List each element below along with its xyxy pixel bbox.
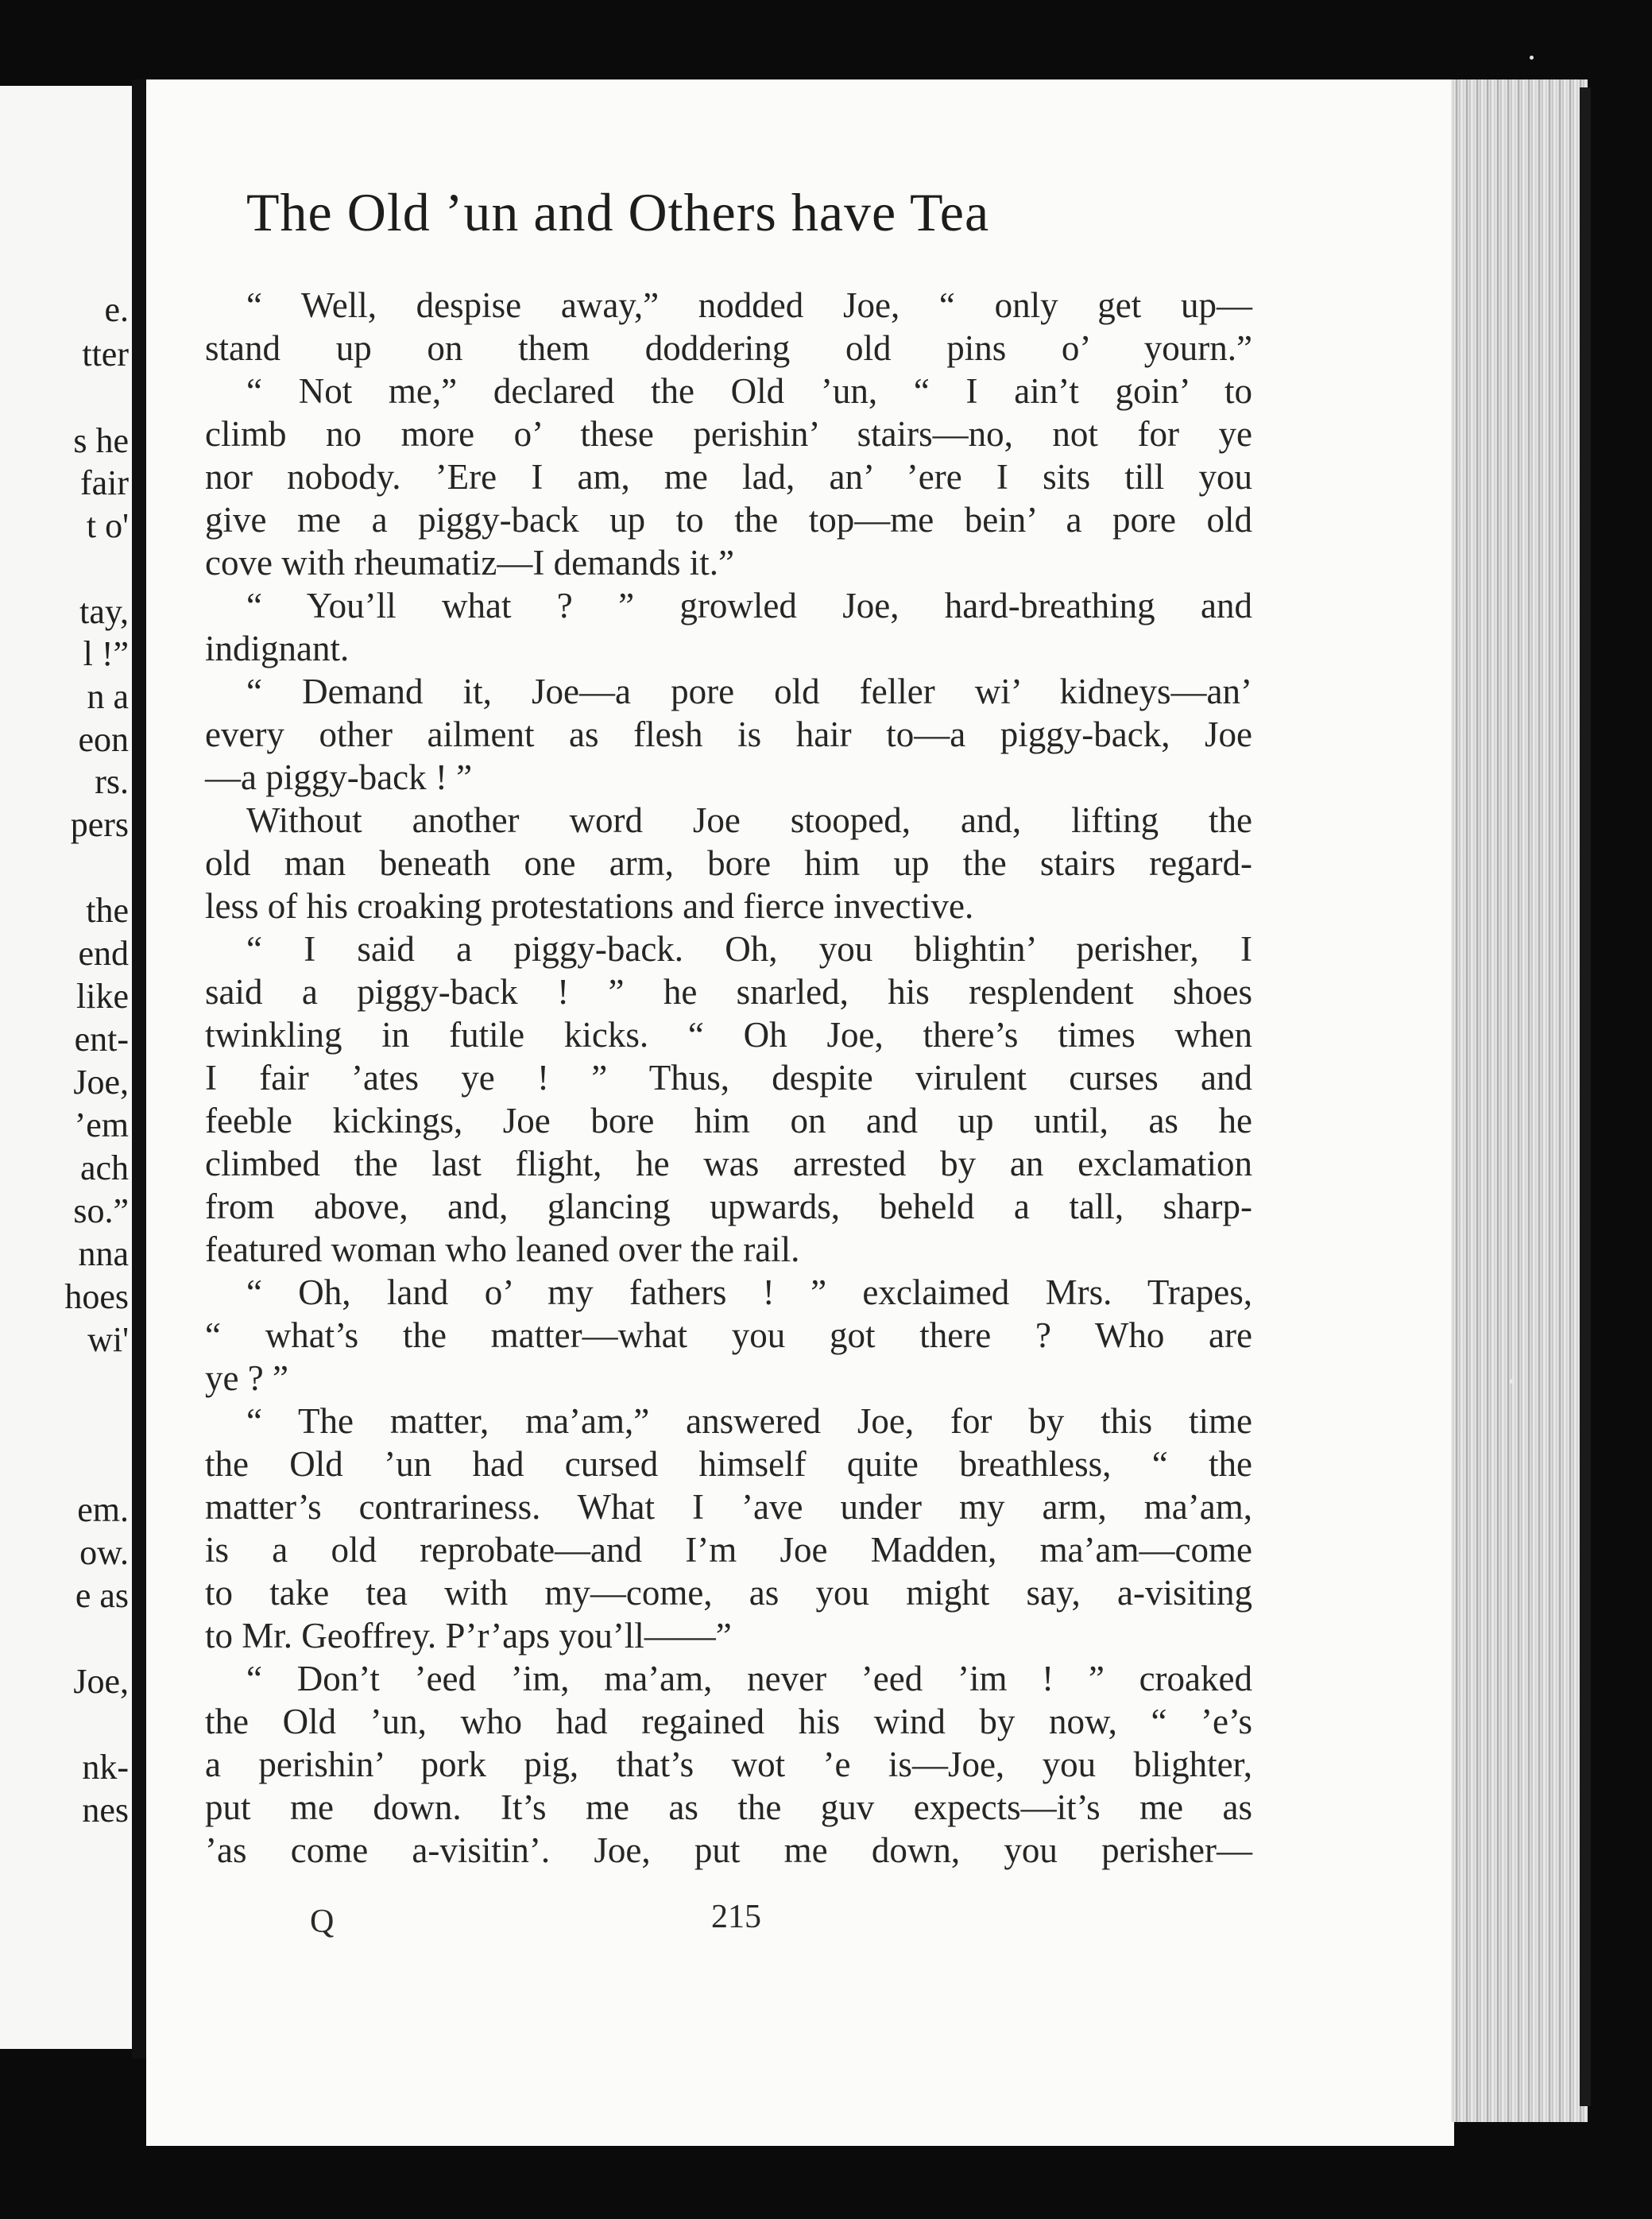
text-line: the Old ’un had cursed himself quite breathless, “ the: [205, 1444, 1252, 1484]
text-line: said a piggy-back ! ” he snarled, his resplendent shoes: [205, 972, 1252, 1012]
left-page-fragment: ent-: [74, 1020, 129, 1059]
left-page-fragment: e.: [104, 290, 129, 329]
book-gutter: [132, 79, 146, 2058]
text-line: nor nobody. ’Ere I am, me lad, an’ ’ere I sits till you: [205, 457, 1252, 497]
text-line: less of his croaking protestations and fierce invective.: [205, 886, 974, 926]
text-line: —a piggy-back ! ”: [205, 757, 473, 797]
edge-shadow: [1580, 87, 1591, 2106]
left-page-fragment: end: [78, 934, 129, 973]
text-line: matter’s contrariness. What I ’ave under my arm, ma’am,: [205, 1487, 1252, 1527]
text-line: stand up on them doddering old pins o’ yourn.”: [205, 328, 1252, 368]
left-page-fragment: wi': [87, 1320, 129, 1359]
left-page-fragment: like: [76, 977, 129, 1016]
dust-speck: [1510, 1379, 1515, 1384]
text-line: “ Demand it, Joe—a pore old feller wi’ kidneys—an’: [246, 672, 1252, 711]
chapter-running-title: The Old ’un and Others have Tea: [246, 182, 990, 242]
page-edges: [1451, 79, 1588, 2122]
left-page-fragment: the: [86, 891, 129, 930]
left-page-fragment: nes: [82, 1791, 129, 1830]
text-line: feeble kickings, Joe bore him on and up until, as he: [205, 1101, 1252, 1140]
text-line: ye ? ”: [205, 1358, 288, 1398]
page-number: 215: [711, 1899, 761, 1935]
left-page-fragment: fair: [79, 463, 129, 502]
text-line: I fair ’ates ye ! ” Thus, despite virulent curses and: [205, 1058, 1252, 1098]
left-page: [0, 86, 137, 2049]
text-line: indignant.: [205, 629, 350, 668]
left-page-fragment: Joe,: [73, 1662, 129, 1701]
text-line: is a old reprobate—and I’m Joe Madden, ma’am—come: [205, 1530, 1252, 1570]
text-line: the Old ’un, who had regained his wind by now, “ ’e’s: [205, 1702, 1252, 1741]
signature-mark: Q: [310, 1903, 335, 1940]
text-line: cove with rheumatiz—I demands it.”: [205, 543, 735, 583]
text-line: old man beneath one arm, bore him up the stairs regard-: [205, 843, 1252, 883]
left-page-fragment: rs.: [95, 762, 129, 801]
left-page-fragment: em.: [77, 1490, 129, 1529]
text-line: from above, and, glancing upwards, beheld a tall, sharp-: [205, 1187, 1252, 1226]
left-page-fragment: eon: [78, 720, 129, 759]
left-page-fragment: l !”: [83, 634, 129, 673]
text-line: “ You’ll what ? ” growled Joe, hard-breathing and: [246, 586, 1252, 625]
left-page-fragment: e as: [75, 1576, 129, 1615]
left-page-fragment: tay,: [79, 592, 129, 631]
text-line: to Mr. Geoffrey. P’r’aps you’ll——”: [205, 1616, 732, 1656]
left-page-fragment: so.”: [73, 1191, 129, 1230]
left-page-fragment: Joe,: [73, 1063, 129, 1102]
dust-speck: [1530, 56, 1534, 60]
left-page-fragment: nna: [78, 1234, 129, 1273]
text-line: Without another word Joe stooped, and, lifting the: [246, 800, 1252, 840]
text-line: featured woman who leaned over the rail.: [205, 1230, 800, 1269]
text-line: give me a piggy-back up to the top—me bein’ a pore old: [205, 500, 1252, 540]
text-line: “ Oh, land o’ my fathers ! ” exclaimed Mrs. Trapes,: [246, 1272, 1252, 1312]
text-line: “ Not me,” declared the Old ’un, “ I ain’t goin’ to: [246, 371, 1252, 411]
text-line: put me down. It’s me as the guv expects—it’s me as: [205, 1787, 1252, 1827]
left-page-fragment: ’em: [74, 1106, 129, 1144]
text-line: a perishin’ pork pig, that’s wot ’e is—Joe, you blighter,: [205, 1745, 1252, 1784]
left-page-fragment: n a: [87, 677, 129, 716]
text-line: every other ailment as flesh is hair to—a piggy-back, Joe: [205, 714, 1252, 754]
text-line: “ The matter, ma’am,” answered Joe, for by this time: [246, 1401, 1252, 1441]
text-line: twinkling in futile kicks. “ Oh Joe, there’s times when: [205, 1015, 1252, 1055]
left-page-fragment: pers: [70, 805, 129, 844]
text-line: ’as come a-visitin’. Joe, put me down, you perisher—: [205, 1830, 1252, 1870]
left-page-fragment: t o': [86, 506, 129, 545]
text-line: “ I said a piggy-back. Oh, you blightin’ perisher, I: [246, 929, 1252, 969]
left-page-fragment: tter: [82, 335, 129, 374]
text-line: climb no more o’ these perishin’ stairs—no, not for ye: [205, 414, 1252, 454]
left-page-fragment: ow.: [79, 1533, 129, 1572]
left-page-fragment: hoes: [64, 1277, 129, 1316]
left-page-fragment: s he: [73, 421, 129, 460]
text-line: to take tea with my—come, as you might say, a-visiting: [205, 1573, 1252, 1613]
left-page-fragment: ach: [79, 1148, 129, 1187]
text-line: climbed the last flight, he was arrested by an exclamation: [205, 1144, 1252, 1183]
left-page-fragment: nk-: [82, 1748, 129, 1787]
text-line: “ Don’t ’eed ’im, ma’am, never ’eed ’im ! ” croaked: [246, 1659, 1252, 1698]
text-line: “ what’s the matter—what you got there ? Who are: [205, 1315, 1252, 1355]
text-line: “ Well, despise away,” nodded Joe, “ only get up—: [246, 285, 1252, 325]
